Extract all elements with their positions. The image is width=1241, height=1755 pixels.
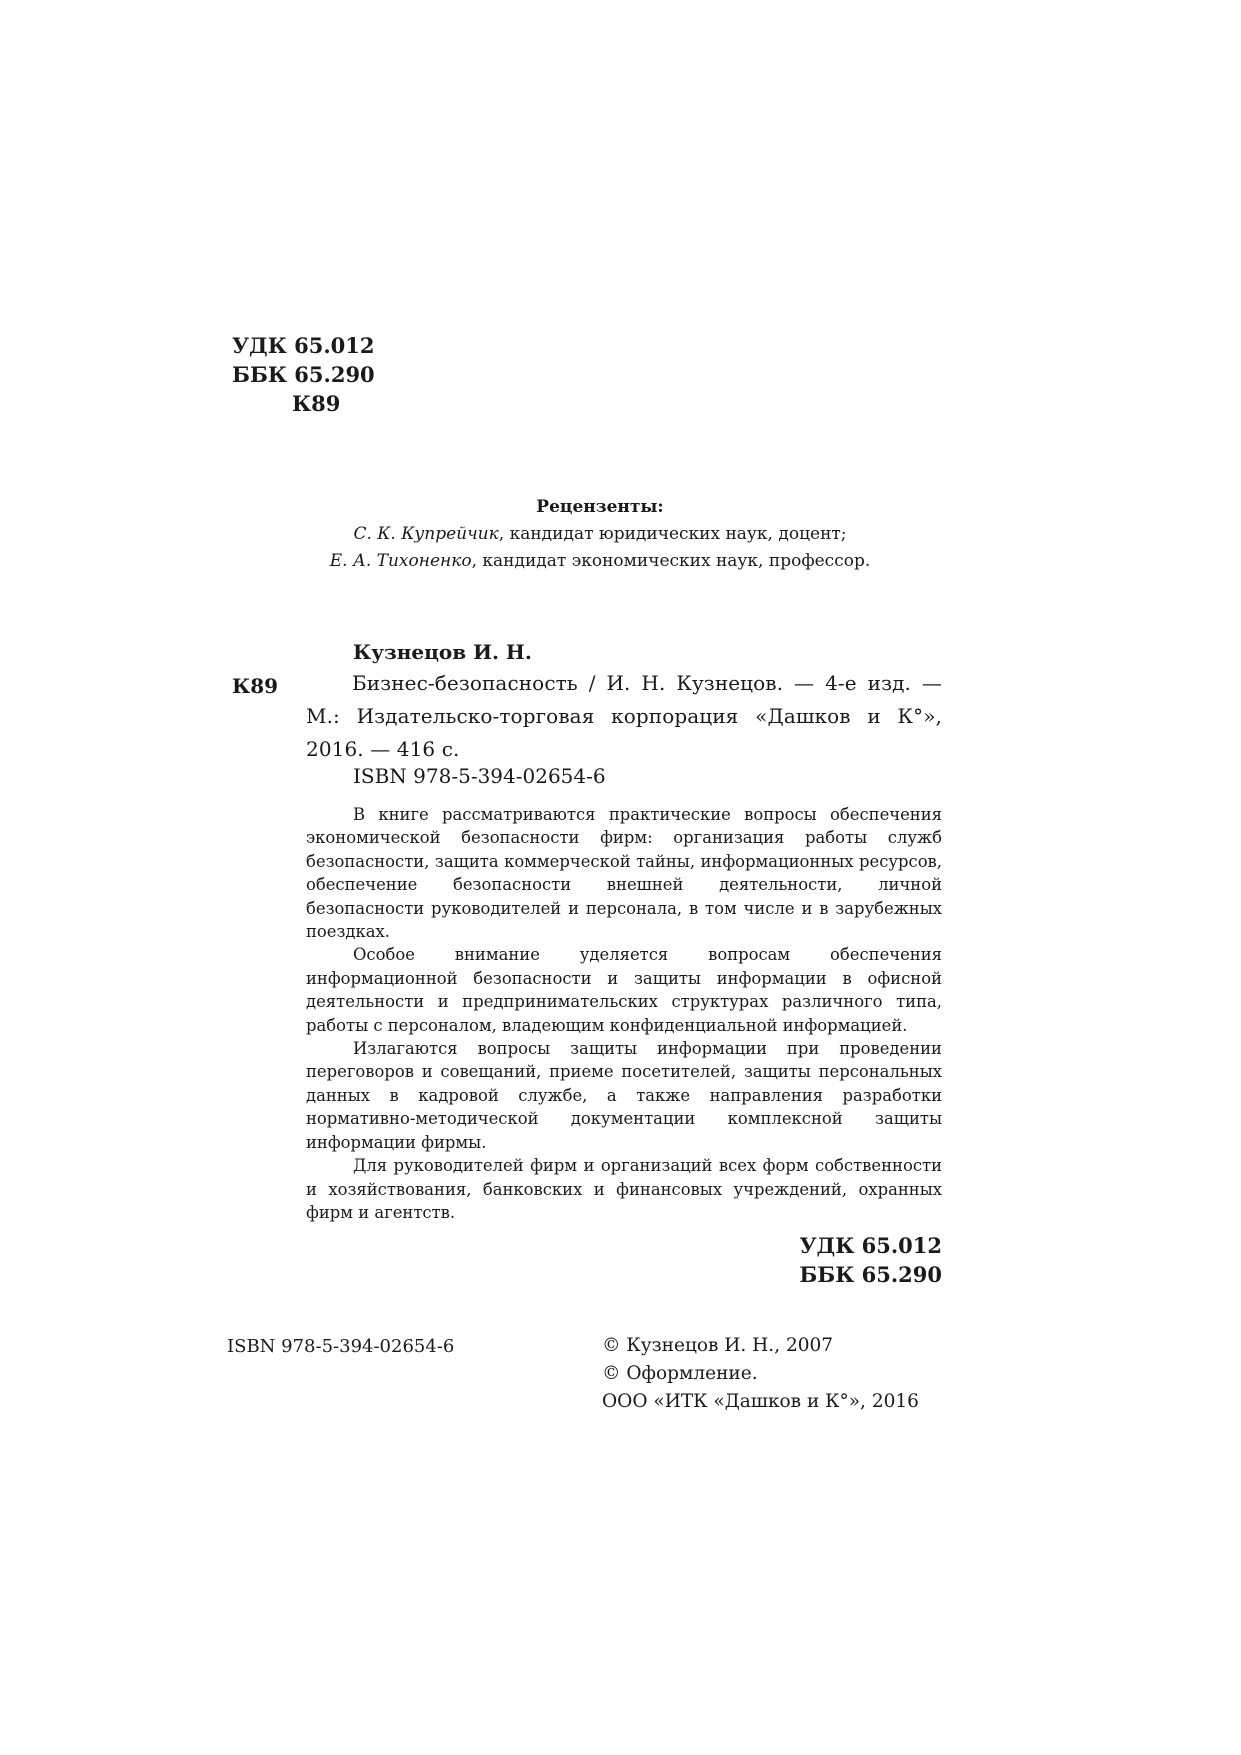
author-heading: Кузнецов И. Н. (353, 640, 532, 664)
annotation-paragraph: В книге рассматриваются практические вопросы обеспечения экономической безопасности фирм: организация работы служб безопасности, защита коммерческой тайны, информационных ресурсов, обеспечение безопасности внешней деятельности, личной безопасности руководителей и персонала, в том числе и в зарубежных поездках. (306, 805, 942, 942)
reviewer-line (300, 521, 900, 548)
udk-code: УДК 65.012 (232, 333, 375, 358)
reviewer-desc: , кандидат юридических наук, доцент; (498, 524, 847, 544)
reviewers-block (300, 494, 900, 575)
reviewer-name: С. К. Купрейчик (353, 524, 499, 544)
copyright-line: © Кузнецов И. Н., 2007 (602, 1335, 834, 1356)
annotation-paragraph: Для руководителей фирм и организаций всех форм собственности и хозяйствования, банковских и финансовых учреждений, охранных фирм и агентств. (306, 1156, 942, 1222)
copyright-block (602, 1332, 919, 1416)
udk-code: УДК 65.012 (799, 1233, 942, 1258)
annotation (306, 803, 942, 1224)
annotation-paragraph: Излагаются вопросы защиты информации при проведении переговоров и совещаний, приеме посетителей, защиты персональных данных в кадровой службе, а также направления разработки нормативно-методической документации комплексной защиты информации фирмы. (306, 1039, 942, 1152)
bbk-code: ББК 65.290 (799, 1262, 942, 1287)
isbn: ISBN 978-5-394-02654-6 (353, 764, 606, 788)
reviewer-line (300, 548, 900, 575)
bibliographic-description: Бизнес-безопасность / И. Н. Кузнецов. — 4-е изд. — М.: Издательско-торговая корпорация «Дашков и К°», 2016. — 416 с. (306, 671, 942, 761)
classification-block-top (232, 331, 375, 418)
reviewer-desc: , кандидат экономических наук, профессор. (471, 551, 871, 571)
author-mark-left: К89 (232, 674, 279, 698)
copyright-line: © Оформление. (602, 1363, 758, 1384)
reviewer-name: Е. А. Тихоненко (329, 551, 472, 571)
annotation-paragraph: Особое внимание уделяется вопросам обеспечения информационной безопасности и защиты информации в офисной деятельности и предпринимательских структурах различного типа, работы с персоналом, владеющим конфиденциальной информацией. (306, 945, 942, 1035)
bbk-code: ББК 65.290 (232, 362, 375, 387)
author-mark: К89 (292, 391, 341, 416)
classification-block-bottom (700, 1231, 942, 1289)
copyright-line: ООО «ИТК «Дашков и К°», 2016 (602, 1391, 919, 1412)
isbn-footer: ISBN 978-5-394-02654-6 (227, 1336, 455, 1357)
reviewers-title: Рецензенты: (536, 497, 664, 517)
